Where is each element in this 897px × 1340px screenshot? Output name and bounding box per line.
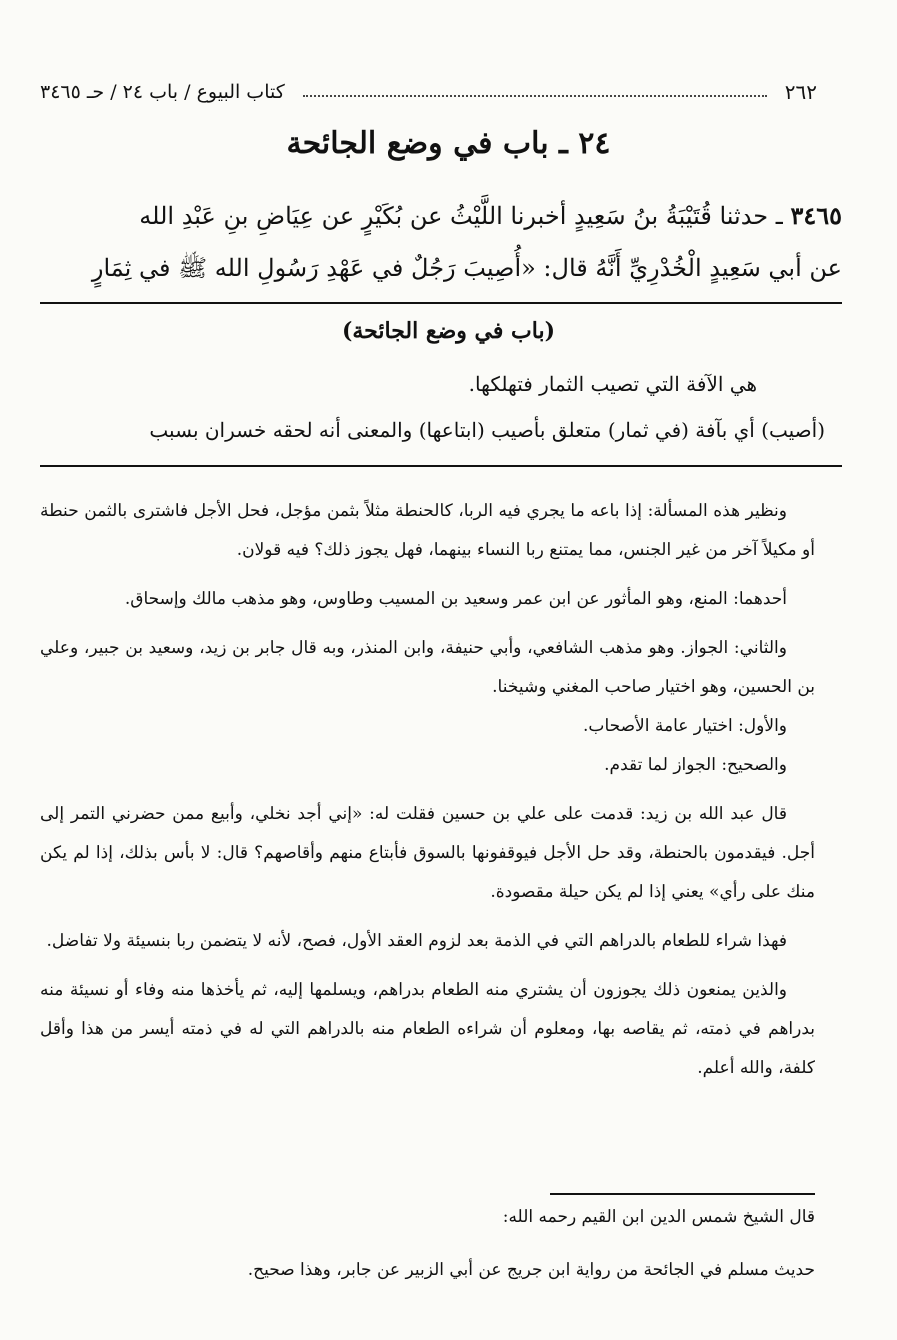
header-dotted-leader — [303, 95, 767, 97]
hadith-line-1-text: ـ حدثنا قُتَيْبَةُ بنُ سَعِيدٍ أخبرنا اللَّيْثُ عن بُكَيْرٍ عن عِيَاضِ بنِ عَبْدِ الله — [139, 202, 783, 230]
notes-paragraph-8: والذين يمنعون ذلك يجوزون أن يشتري منه الطعام بدراهم، ويسلمها إليه، ثم يأخذها منه وفاء أو نسيئة منه بدراهم في ذمته، ثم يقاصه بها، ومعلوم أن شراءه الطعام منه بالدراهم التي له في ذمته أيسر من هذا وأقل كلفة، والله أعلم. — [40, 980, 815, 1078]
page-header — [40, 72, 817, 112]
notes-section — [40, 492, 815, 1098]
footnote-line-1: قال الشيخ شمس الدين ابن القيم رحمه الله: — [502, 1207, 815, 1227]
commentary-line-1: هي الآفة التي تصيب الثمار فتهلكها. — [468, 372, 757, 396]
hadith-divider — [40, 302, 842, 304]
commentary-title: (باب في وضع الجائحة) — [341, 318, 556, 344]
commentary-divider — [40, 465, 842, 467]
footnote-divider — [550, 1193, 815, 1195]
commentary-line-2: (أصيب) أي بآفة (في ثمار) متعلق بأصيب (ابتاعها) والمعنى أنه لحقه خسران بسبب — [149, 418, 825, 442]
footnote-line-2: حديث مسلم في الجائحة من رواية ابن جريج عن أبي الزبير عن جابر، وهذا صحيح. — [247, 1260, 815, 1280]
hadith-line-2: عن أبي سَعِيدٍ الْخُدْرِيِّ أَنَّهُ قال: «أُصِيبَ رَجُلٌ في عَهْدِ رَسُولِ الله ﷺ في ثِمَارٍ — [91, 254, 842, 282]
notes-paragraph-3: والثاني: الجواز. وهو مذهب الشافعي، وأبي حنيفة، وابن المنذر، وبه قال جابر بن زيد، وسعيد بن جبير، وعلي بن الحسين، وهو اختيار صاحب المغني وشيخنا. — [40, 638, 815, 697]
hadith-line-1 — [40, 190, 842, 242]
running-title: كتاب البيوع / باب ٢٤ / حـ ٣٤٦٥ — [40, 81, 285, 103]
notes-paragraph-7: فهذا شراء للطعام بالدراهم التي في الذمة بعد لزوم العقد الأول، فصح، لأنه لا يتضمن ربا بنسيئة ولا تفاضل. — [46, 931, 787, 951]
hadith-text — [40, 190, 842, 294]
notes-paragraph-1: ونظير هذه المسألة: إذا باعه ما يجري فيه الربا، كالحنطة مثلاً بثمن مؤجل، فحل الأجل فاشترى بالثمن حنطة أو مكيلاً آخر من غير الجنس، مما يمتنع ربا النساء بينهما، فهل يجوز ذلك؟ فيه قولان. — [40, 501, 815, 560]
notes-paragraph-5: والصحيح: الجواز لما تقدم. — [604, 755, 787, 775]
notes-paragraph-4: والأول: اختيار عامة الأصحاب. — [583, 716, 787, 736]
notes-paragraph-6: قال عبد الله بن زيد: قدمت على علي بن حسين فقلت له: «إني أجد نخلي، وأبيع ممن حضرني التمر إلى أجل. فيقدمون بالحنطة، وقد حل الأجل فيوقفونها بالسوق فأبتاع منهم وأقاصهم؟ قال: لا بأس بذلك، إذا لم يكن منك على رأي» يعني إذا لم يكن حيلة مقصودة. — [40, 804, 815, 902]
page-number: ٢٦٢ — [784, 80, 817, 104]
chapter-title: ٢٤ ـ باب في وضع الجائحة — [286, 126, 611, 161]
notes-paragraph-2: أحدهما: المنع، وهو المأثور عن ابن عمر وسعيد بن المسيب وطاوس، وهو مذهب مالك وإسحاق. — [124, 589, 787, 609]
hadith-number: ٣٤٦٥ — [790, 201, 842, 230]
